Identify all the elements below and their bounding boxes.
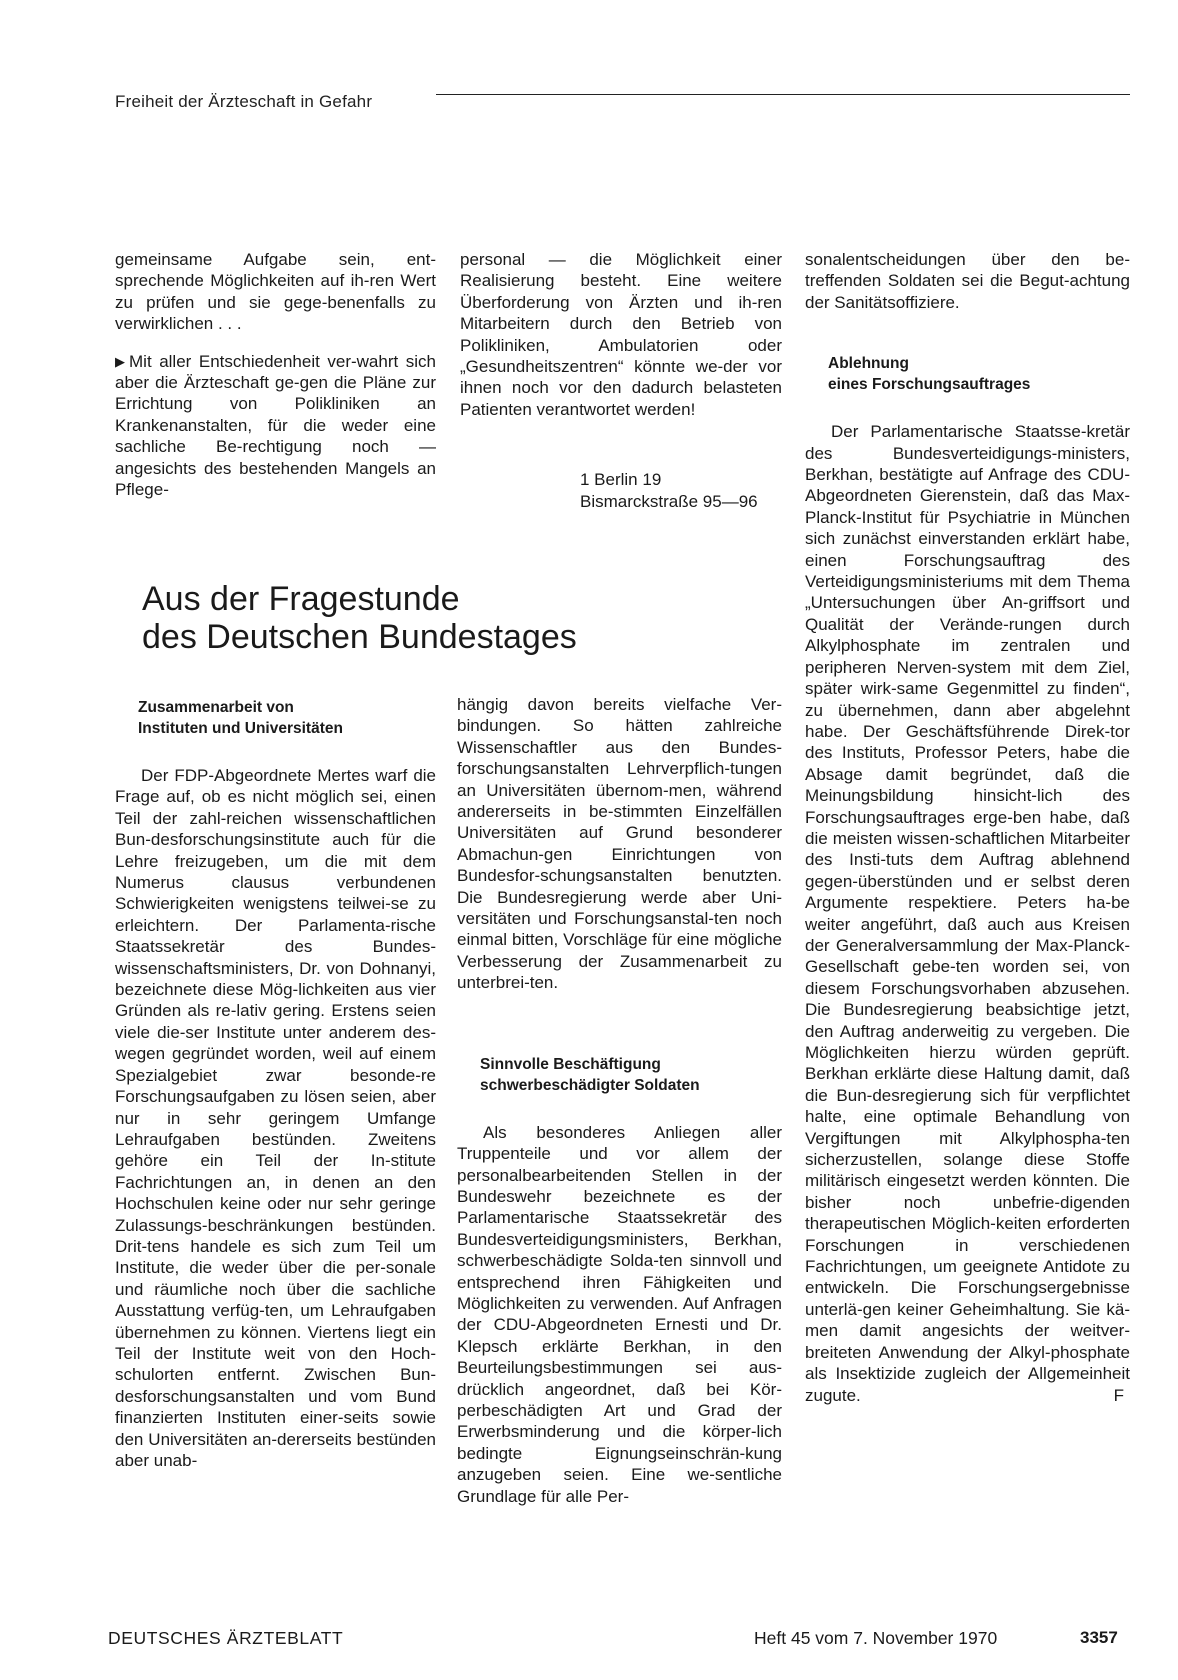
title-line: Aus der Fragestunde: [142, 580, 460, 618]
section-heading: [457, 1054, 782, 1096]
subhead-line: eines Forschungsauftrages: [828, 376, 1031, 394]
body-paragraph: hängig davon bereits vielfache Ver-bindungen. So hätten zahlreiche Wissenschaftler aus den Bundes-forschungsanstalten Lehrverpflich-tungen an Universitäten übernom-men, während andererseits in be-stimmten Einzelfällen Universitäten auf Grund besonderer Abmachun-gen Einrichtungen von Bundesfor-schungsanstalten benutzten. Die Bundesregierung werde aber Uni-versitäten und Forschungsanstal-ten noch einmal bitten, Vorschläge für eine mögliche Verbesserung der Zusammenarbeit zu unterbrei-ten.: [457, 695, 782, 993]
prev-article-col1: [115, 249, 436, 500]
prev-paragraph: personal — die Möglichkeit einer Realisierung besteht. Eine weitere Überforderung von Ärzten und ih-ren Mitarbeitern durch den Betrieb von Polikliniken, Ambulatorien oder „Gesundheitszentren“ könnte we-der vor ihnen noch vor den dadurch belasteten Patienten verantwortet werden!: [460, 250, 782, 419]
body-paragraph: sonalentscheidungen über den be-treffenden Soldaten sei die Begut-achtung der Sanitätsoffiziere.: [805, 250, 1130, 312]
subhead-line: Zusammenarbeit von: [138, 699, 294, 716]
section-heading: [805, 353, 1130, 395]
author-signature: F: [1113, 1385, 1124, 1405]
right-triangle-icon: ▶: [115, 353, 125, 369]
prev-paragraph: [115, 351, 436, 501]
title-line: des Deutschen Bundestages: [142, 618, 577, 656]
page-number: 3357: [1080, 1628, 1118, 1647]
prev-paragraph: gemeinsame Aufgabe sein, ent-sprechende Möglichkeiten auf ih-ren Wert zu prüfen und sie gege-benenfalls zu verwirklichen . . .: [115, 250, 436, 334]
subhead-line: schwerbeschädigter Soldaten: [480, 1076, 700, 1094]
running-title: Freiheit der Ärzteschaft in Gefahr: [115, 92, 373, 111]
article-col2: [457, 694, 782, 1507]
subhead-line: Ablehnung: [828, 355, 909, 373]
article-col3: [805, 249, 1130, 1406]
body-paragraph: Als besonderes Anliegen aller Truppenteile und vor allem der personalbearbeitenden Stellen in der Bundeswehr bezeichnete es der Parlamentarische Staatssekretär des Bundesverteidigungsministers, Berkhan, schwerbeschädigte Solda-ten sinnvoll und entsprechend ihren Fähigkeiten und Möglichkeiten zu verwenden. Auf Anfragen der CDU-Abgeordneten Ernesti und Dr. Klepsch erklärte Berkhan, in den Beurteilungsbestimmungen sei aus-drücklich angeordnet, daß bei Kör-perbeschädigten Art und Grad der Erwerbsminderung und die körper-lich bedingte Eignungseinschrän-kung anzugeben seien. Eine we-sentliche Grundlage für alle Per-: [457, 1122, 782, 1506]
body-paragraph: Der FDP-Abgeordnete Mertes warf die Frage auf, ob es nicht möglich sei, einen Teil der zahl-reichen wissenschaftlichen Bun-desforschungsinstitute auch für die Lehre freizugeben, um die mit dem Numerus clausus verbundenen Schwierigkeiten wenigstens teilwei-se zu erleichtern. Der Parlamenta-rische Staatssekretär des Bundes-wissenschaftsministers, Dr. von Dohnanyi, bezeichnete diese Mög-lichkeiten aus vier Gründen als re-lativ gering. Erstens seien viele die-ser Institute unter anderem des-wegen gegründet worden, weil auf einem Spezialgebiet zwar besonde-re Forschungsaufgaben zu lösen seien, aber nur in sehr geringem Umfange Lehraufgaben bestünden. Zweitens gehöre ein Teil der In-stitute Fachrichtungen an, in denen an den Hochschulen keine oder nur sehr geringe Zulassungs-beschränkungen bestünden. Drit-tens handele es sich zum Teil um Institute, die weder über die per-sonale und räumliche noch über die sachliche Ausstattung verfüg-ten, um Lehraufgaben übernehmen zu können. Viertens liegt ein Teil der Institute weit von den Hoch-schulorten entfernt. Zwischen Bun-desforschungsanstalten und vom Bund finanzierten Instituten einer-seits sowie den Universitäten an-dererseits bestünden aber unab-: [115, 766, 436, 1470]
header-rule: [436, 94, 1130, 95]
subhead-line: Sinnvolle Beschäftigung: [480, 1055, 661, 1073]
article-title: [142, 580, 577, 656]
issue-info: Heft 45 vom 7. November 1970: [754, 1628, 998, 1648]
subhead-line: Instituten und Universitäten: [138, 720, 343, 737]
prev-article-col2: [460, 249, 782, 420]
address-line: 1 Berlin 19: [580, 470, 662, 489]
journal-name: DEUTSCHES ÄRZTEBLATT: [108, 1628, 344, 1648]
section-heading: [115, 697, 436, 739]
prev-paragraph-text: Mit aller Entschiedenheit ver-wahrt sich aber die Ärzteschaft ge-gen die Pläne zur Errichtung von Polikliniken an Krankenanstalten, für die weder eine sachliche Be-rechtigung noch — angesichts des bestehenden Mangels an Pflege-: [115, 351, 436, 500]
article-col1: [115, 697, 436, 1471]
body-text: Der Parlamentarische Staatsse-kretär des Bundesverteidigungs-ministers, Berkhan, bestätigte auf Anfrage des CDU-Abgeordneten Gierenstein, daß das Max-Planck-Institut für Psychiatrie in München sich zunächst einverstanden erklärt habe, einen Forschungsauftrag des Verteidigungsministeriums mit dem Thema „Untersuchungen über An-griffsort und Qualität der Verände-rungen durch Alkylphosphate im zentralen und peripheren Nerven-system mit dem Ziel, später wirk-same Gegenmittel zu finden“, zu übernehmen, dann aber abgelehnt habe. Der Geschäftsführende Direk-tor des Instituts, Professor Peters, habe die Absage damit begründet, daß die Meinungsbildung hinsicht-lich des Forschungsauftrages erge-ben habe, daß die meisten wissen-schaftlichen Mitarbeiter des Insti-tuts dem Auftrag ablehnend gegen-überstünden und er selbst deren Argumente respektiere. Peters ha-be weiter angeführt, daß auch aus Kreisen der Generalversammlung der Max-Planck-Gesellschaft gebe-ten worden sei, von diesem Forschungsvorhaben abzusehen. Die Bundesregierung beabsichtige jetzt, den Auftrag anderweitig zu vergeben. Die Möglichkeiten hierzu würden geprüft. Berkhan erklärte diese Haltung damit, daß die Bun-desregierung sich für verpflichtet halte, eine optimale Behandlung von Vergiftungen mit Alkylphospha-ten sicherzustellen, solange diese Stoffe militärisch eingesetzt werden könnten. Die bisher noch unbefrie-digenden therapeutischen Möglich-keiten erforderten Forschungen in verschiedenen Fachrichtungen, um geeignete Antidote zu entwickeln. Die Forschungsergebnisse unterlä-gen keiner Geheimhaltung. Sie kä-men damit angesichts der weitver-breiteten Anwendung der Alkyl-phosphate als Insektizide zugleich der Allgemeinheit zugute.: [805, 422, 1130, 1405]
body-paragraph: [805, 421, 1130, 1406]
author-address: [580, 469, 758, 513]
address-line: Bismarckstraße 95—96: [580, 492, 758, 511]
